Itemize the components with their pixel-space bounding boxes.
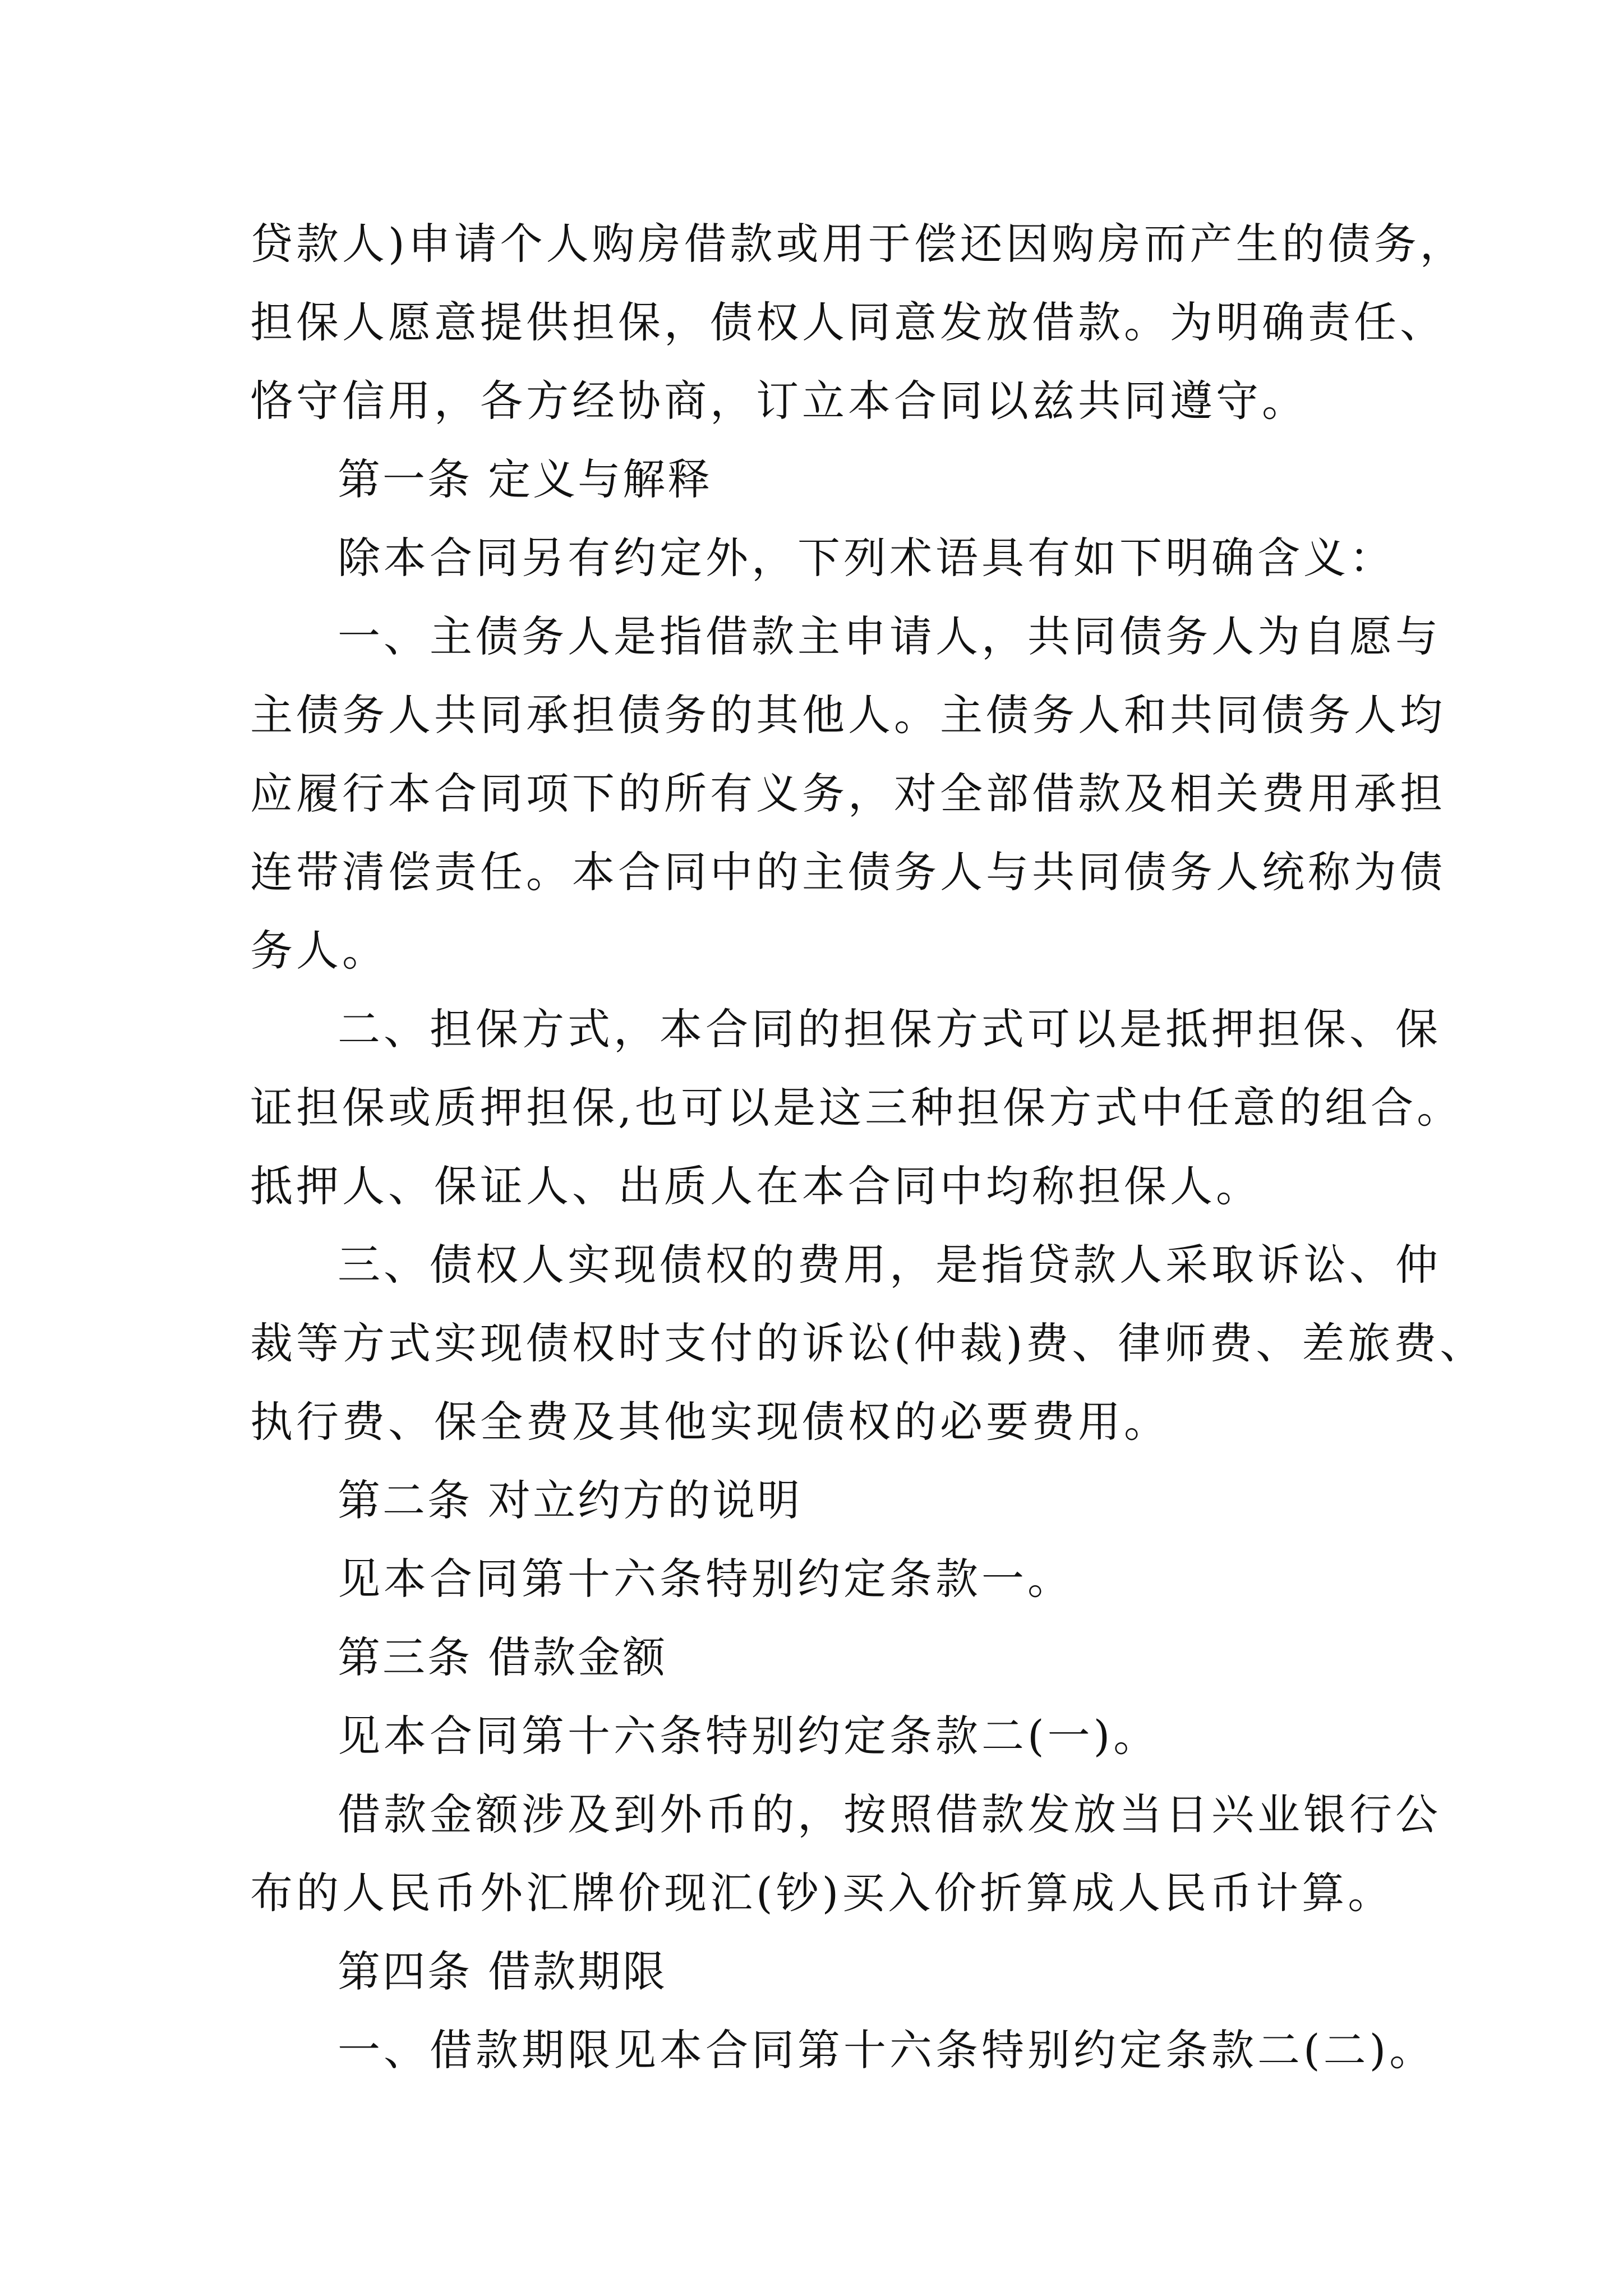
paragraph-line: 主债务人共同承担债务的其他人。主债务人和共同债务人均 (250, 690, 1446, 740)
article-heading: 第二条 对立约方的说明 (338, 1475, 803, 1525)
contract-text-body (250, 205, 1486, 2090)
paragraph-line: 布的人民币外汇牌价现汇(钞)买入价折算成人民币计算。 (250, 1868, 1394, 1918)
paragraph-line: 一、主债务人是指借款主申请人，共同债务人为自愿与 (338, 611, 1441, 661)
article-heading: 第三条 借款金额 (338, 1632, 668, 1682)
paragraph-line: 二、担保方式，本合同的担保方式可以是抵押担保、保 (338, 1004, 1441, 1054)
paragraph-line: 见本合同第十六条特别约定条款一。 (338, 1554, 1073, 1604)
paragraph-line: 一、借款期限见本合同第十六条特别约定条款二(二)。 (338, 2025, 1436, 2075)
paragraph-line: 裁等方式实现债权时支付的诉讼(仲裁)费、律师费、差旅费、 (250, 1318, 1486, 1368)
paragraph-line: 连带清偿责任。本合同中的主债务人与共同债务人统称为债 (250, 847, 1446, 897)
article-heading: 第一条 定义与解释 (338, 454, 713, 504)
paragraph-line: 执行费、保全费及其他实现债权的必要费用。 (250, 1397, 1170, 1447)
paragraph-line: 三、债权人实现债权的费用，是指贷款人采取诉讼、仲 (338, 1240, 1441, 1290)
paragraph-line: 应履行本合同项下的所有义务，对全部借款及相关费用承担 (250, 769, 1446, 818)
paragraph-line: 证担保或质押担保,也可以是这三种担保方式中任意的组合。 (250, 1083, 1463, 1133)
paragraph-line: 贷款人)申请个人购房借款或用于偿还因购房而产生的债务， (250, 219, 1466, 269)
paragraph-line: 除本合同另有约定外，下列术语具有如下明确含义： (338, 533, 1395, 583)
paragraph-line: 恪守信用，各方经协商，订立本合同以兹共同遵守。 (250, 376, 1308, 426)
paragraph-line: 担保人愿意提供担保，债权人同意发放借款。为明确责任、 (250, 297, 1446, 347)
article-heading: 第四条 借款期限 (338, 1947, 668, 1996)
paragraph-line: 抵押人、保证人、出质人在本合同中均称担保人。 (250, 1161, 1262, 1211)
paragraph-line: 借款金额涉及到外币的，按照借款发放当日兴业银行公 (338, 1789, 1441, 1839)
paragraph-line: 务人。 (250, 926, 388, 976)
paragraph-line: 见本合同第十六条特别约定条款二(一)。 (338, 1711, 1160, 1761)
